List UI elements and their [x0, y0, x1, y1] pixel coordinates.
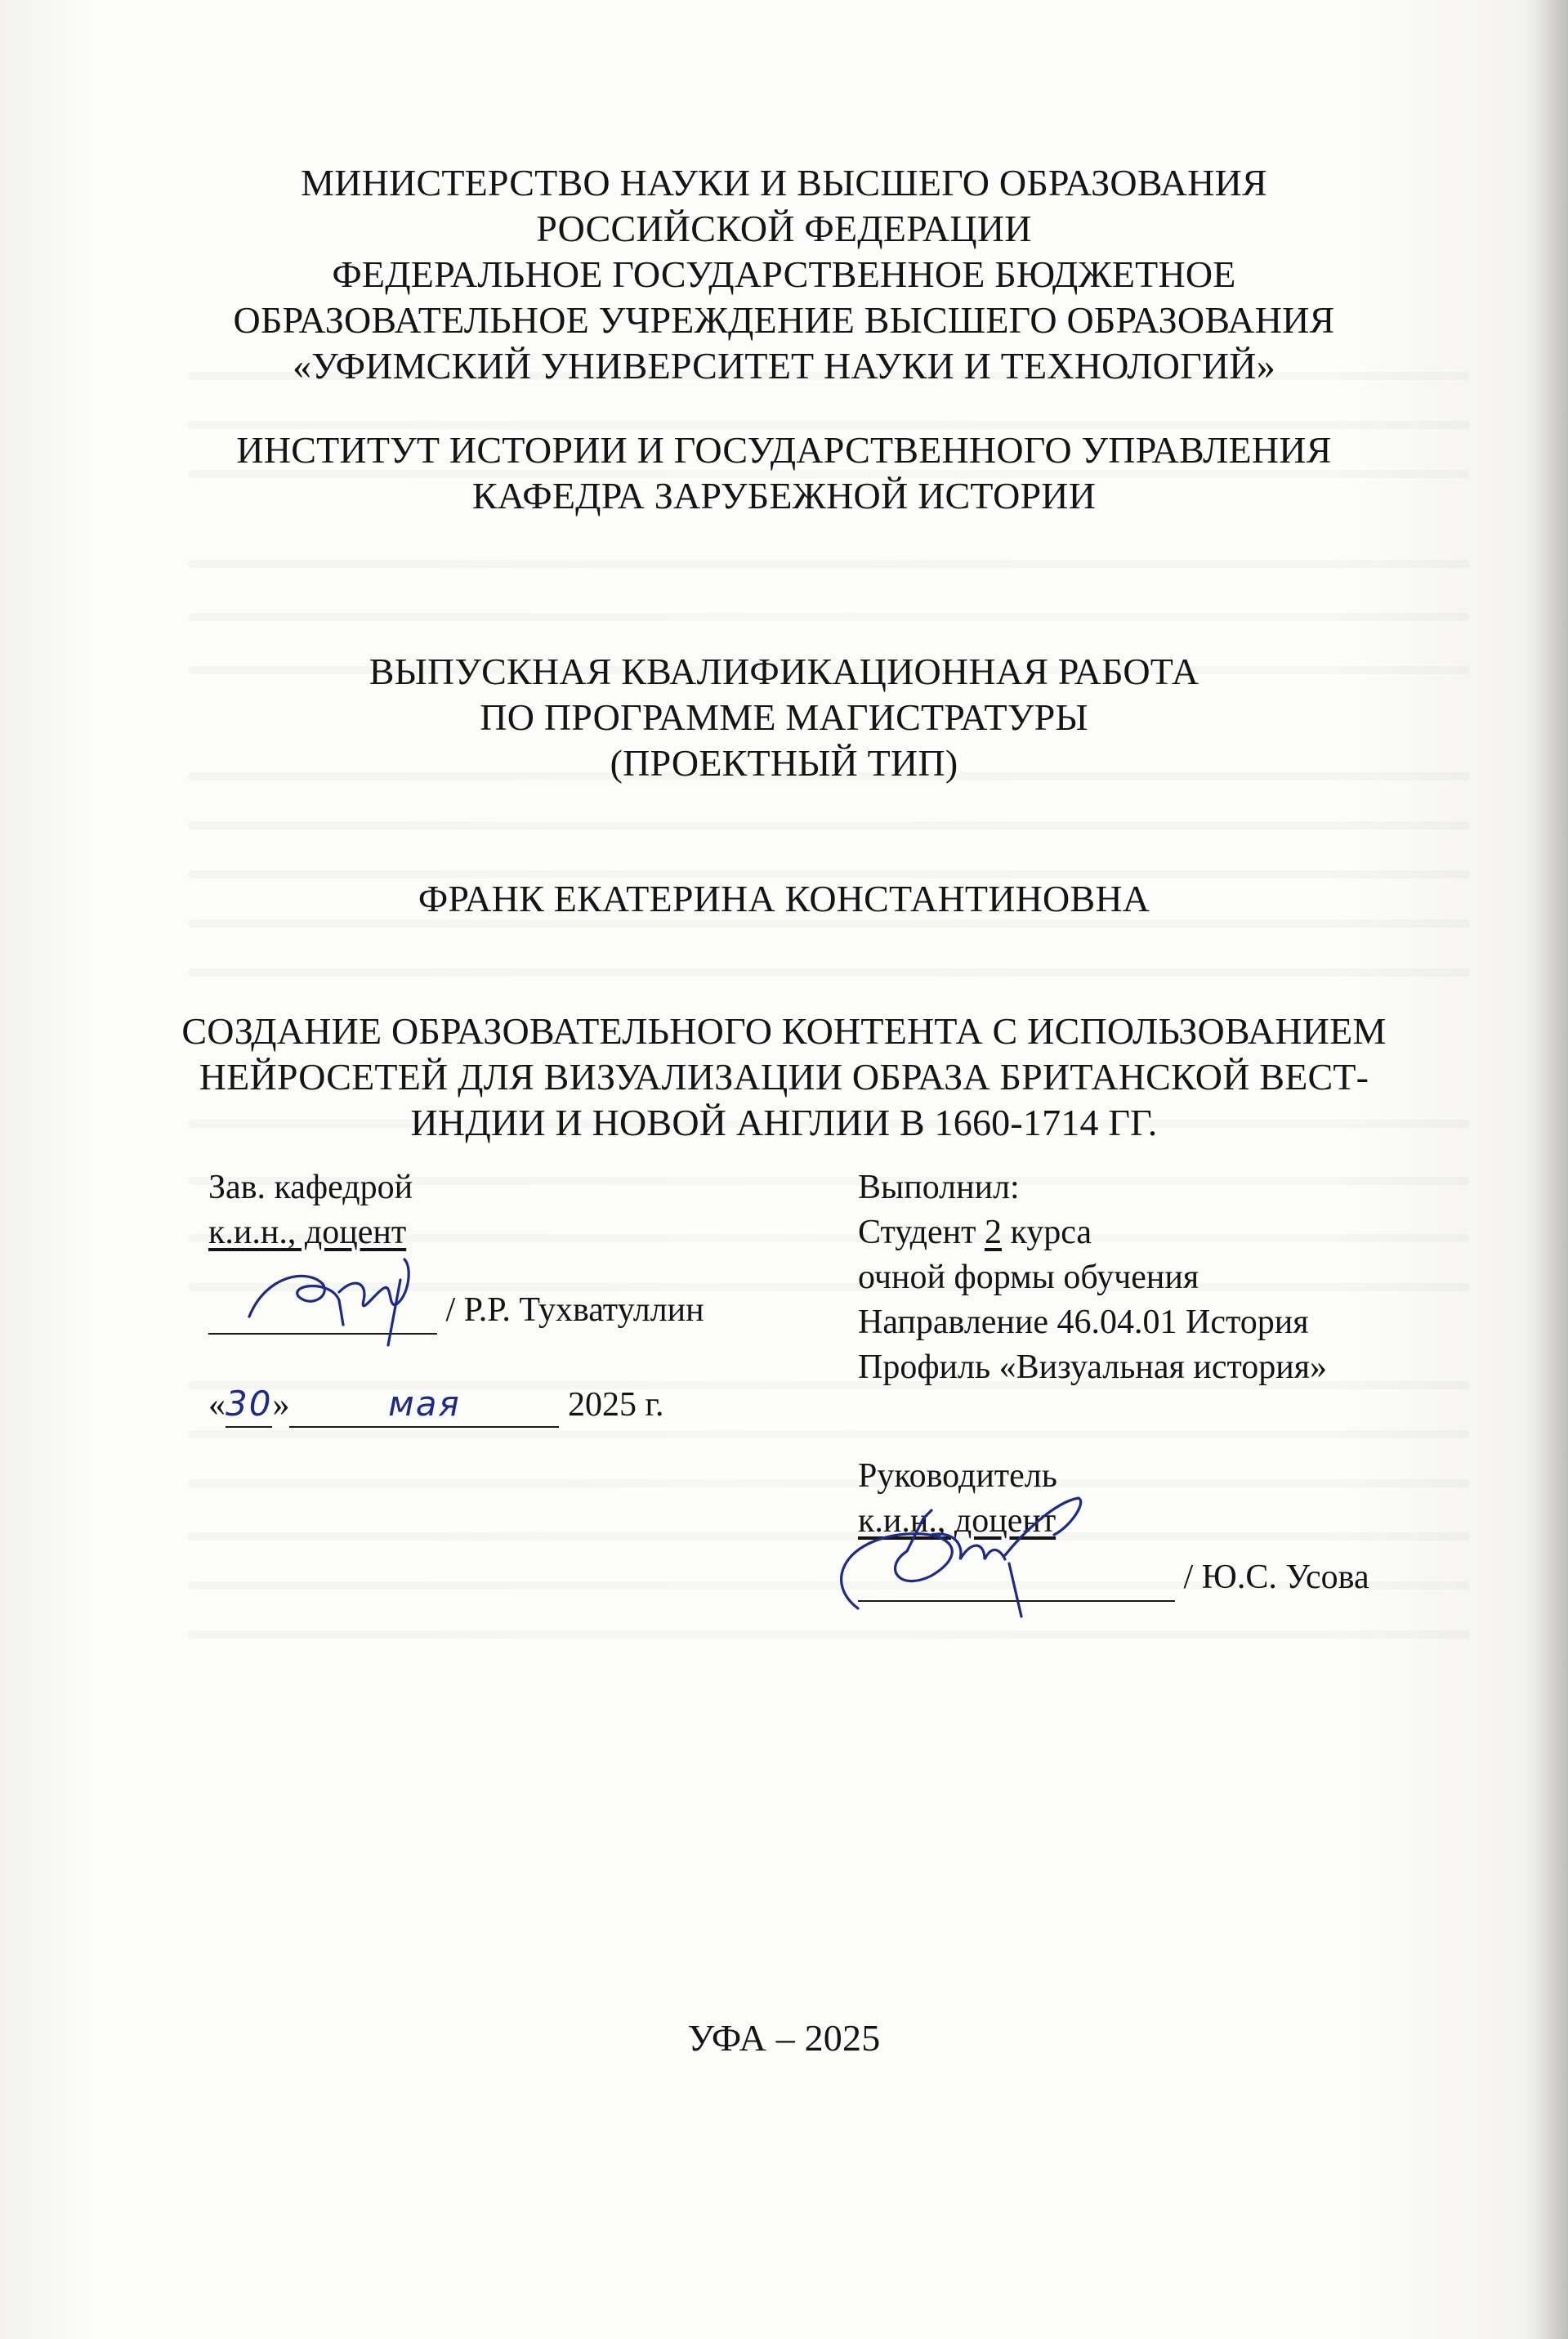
head-date-row — [208, 1381, 780, 1428]
head-of-department-name: / Р.Р. Тухватуллин — [445, 1291, 704, 1329]
footer-text: УФА – 2025 — [687, 2017, 881, 2059]
bleed-through-line — [188, 968, 1470, 977]
author-name — [0, 876, 1568, 922]
student-direction: Направление 46.04.01 История — [858, 1304, 1309, 1341]
header-line: ОБРАЗОВАТЕЛЬНОЕ УЧРЕЖДЕНИЕ ВЫСШЕГО ОБРАЗОВАНИЯ — [233, 299, 1335, 341]
supervisor-signature-row — [858, 1555, 1544, 1602]
title-line: СОЗДАНИЕ ОБРАЗОВАТЕЛЬНОГО КОНТЕНТА С ИСПОЛЬЗОВАНИЕМ — [181, 1010, 1387, 1052]
department-line: КАФЕДРА ЗАРУБЕЖНОЙ ИСТОРИИ — [471, 475, 1097, 517]
head-signature-row — [208, 1288, 780, 1347]
institute-header — [0, 427, 1568, 519]
header-line: «УФИМСКИЙ УНИВЕРСИТЕТ НАУКИ И ТЕХНОЛОГИЙ» — [293, 345, 1275, 387]
student-block — [858, 1165, 1544, 1602]
head-of-department-label: Зав. кафедрой — [208, 1169, 413, 1206]
signature-line — [208, 1288, 437, 1335]
student-study-form: очной формы обучения — [858, 1259, 1199, 1296]
header-line: МИНИСТЕРСТВО НАУКИ И ВЫСШЕГО ОБРАЗОВАНИЯ — [301, 162, 1267, 203]
head-of-department-block — [208, 1165, 780, 1428]
date-year: 2025 г. — [567, 1386, 664, 1424]
work-type-line: ВЫПУСКНАЯ КВАЛИФИКАЦИОННАЯ РАБОТА — [369, 651, 1199, 692]
student-label: Выполнил: — [858, 1169, 1020, 1206]
date-close-quote: » — [272, 1386, 290, 1424]
work-type-line: ПО ПРОГРАММЕ МАГИСТРАТУРЫ — [480, 696, 1088, 738]
date-month: мая — [289, 1381, 559, 1428]
date-day: 30 — [226, 1381, 272, 1428]
author-name-text: ФРАНК ЕКАТЕРИНА КОНСТАНТИНОВНА — [418, 878, 1150, 919]
student-profile: Профиль «Визуальная история» — [858, 1348, 1328, 1386]
footer-city-year — [0, 2015, 1568, 2061]
supervisor-label: Руководитель — [858, 1457, 1057, 1495]
title-line: ИНДИИ И НОВОЙ АНГЛИИ В 1660-1714 ГГ. — [410, 1102, 1158, 1143]
title-line: НЕЙРОСЕТЕЙ ДЛЯ ВИЗУАЛИЗАЦИИ ОБРАЗА БРИТАНСКОЙ ВЕСТ- — [199, 1056, 1369, 1098]
header-line: ФЕДЕРАЛЬНОЕ ГОСУДАРСТВЕННОЕ БЮДЖЕТНОЕ — [332, 253, 1236, 295]
work-type-line: (ПРОЕКТНЫЙ ТИП) — [610, 742, 958, 784]
bleed-through-line — [188, 1630, 1470, 1639]
head-of-department-degree: к.и.н., доцент — [208, 1214, 407, 1251]
institute-line: ИНСТИТУТ ИСТОРИИ И ГОСУДАРСТВЕННОГО УПРАВЛЕНИЯ — [236, 429, 1332, 471]
signature-line — [858, 1555, 1175, 1602]
bleed-through-line — [188, 560, 1470, 568]
course-prefix: Студент — [858, 1214, 985, 1251]
work-type — [0, 649, 1568, 786]
ministry-header — [0, 160, 1568, 389]
supervisor-degree: к.и.н., доцент — [858, 1502, 1057, 1540]
course-suffix: курса — [1001, 1214, 1092, 1251]
course-number: 2 — [984, 1214, 1002, 1251]
bleed-through-line — [188, 613, 1470, 621]
date-open-quote: « — [208, 1386, 226, 1424]
supervisor-name: / Ю.С. Усова — [1183, 1559, 1369, 1596]
header-line: РОССИЙСКОЙ ФЕДЕРАЦИИ — [536, 208, 1032, 249]
student-course — [858, 1210, 1544, 1255]
bleed-through-line — [188, 821, 1470, 830]
thesis-title — [0, 1008, 1568, 1146]
